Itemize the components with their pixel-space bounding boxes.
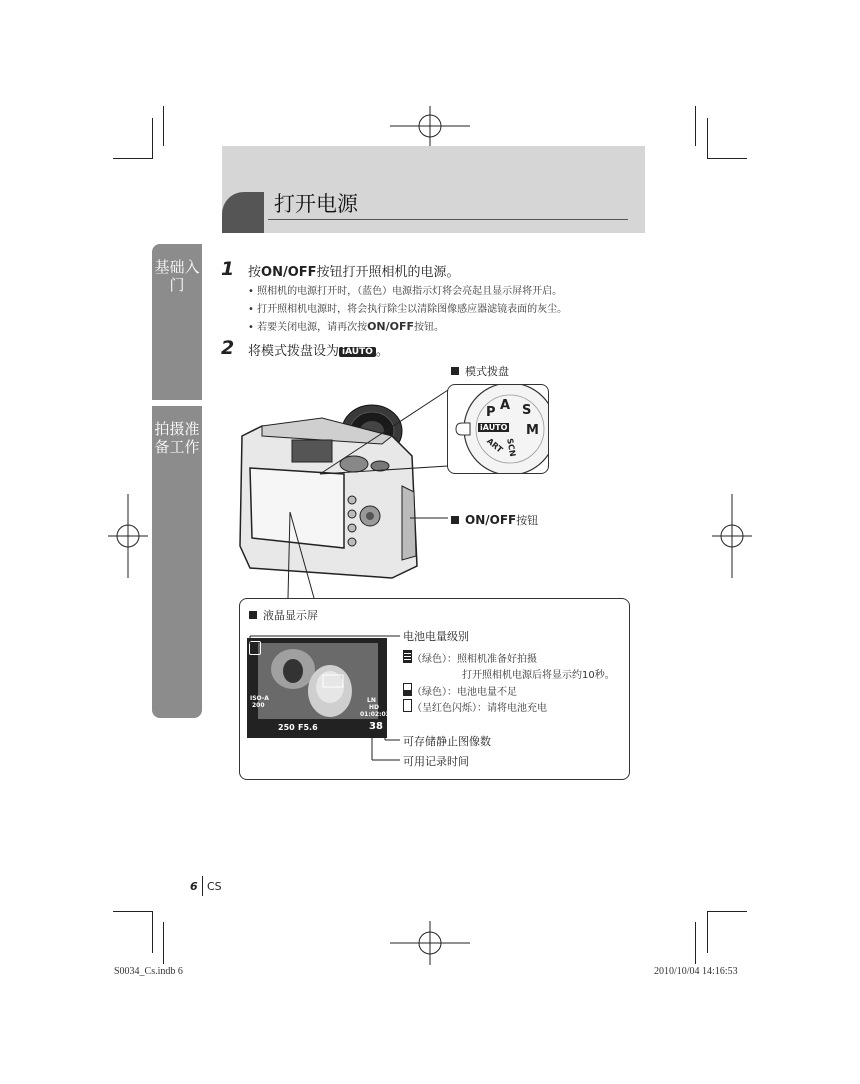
page-number: 6: [190, 880, 198, 893]
crop-mark: [707, 911, 708, 953]
onoff-key-label: ON/OFF: [261, 265, 317, 280]
battery-heading: 电池电量级别: [403, 630, 469, 643]
crop-mark: [163, 922, 164, 964]
footer-divider: [202, 876, 203, 896]
crop-mark: [163, 106, 164, 146]
timestamp: 2010/10/04 14:16:53: [654, 966, 738, 977]
lcd-iso: ISO-A: [250, 695, 269, 702]
title-rule: [268, 219, 628, 220]
battery-item-low: （绿色）：电池电量不足: [403, 683, 517, 698]
crop-mark: [707, 118, 708, 159]
battery-item-empty: （呈红色闪烁）：请将电池充电: [403, 699, 547, 714]
step-1-bullet: • 照相机的电源打开时，（蓝色）电源指示灯将会亮起且显示屏将开启。: [248, 286, 563, 297]
step-number: 2: [221, 337, 235, 359]
dial-label-m: M: [526, 423, 539, 438]
onoff-button-label: ON/OFF按钮: [451, 512, 538, 528]
step-1-bullet: • 若要关闭电源，请再次按ON/OFF按钮。: [248, 320, 445, 333]
battery-item-full-note: 打开照相机电源后将显示约10秒。: [462, 670, 615, 681]
registration-mark-top: [390, 106, 470, 146]
step-1-text: 按ON/OFF按钮打开照相机的电源。: [248, 265, 460, 280]
registration-mark-left: [108, 494, 148, 578]
step-1-bullet: • 打开照相机电源时，将会执行除尘以清除图像感应器滤镜表面的灰尘。: [248, 304, 568, 315]
language-code: CS: [207, 880, 222, 893]
crop-mark: [707, 911, 747, 912]
battery-full-icon: [403, 650, 412, 663]
dial-label-iauto: iAUTO: [480, 423, 508, 432]
dial-label-scn: SCN: [505, 437, 518, 458]
lcd-leader-lines: [240, 630, 410, 770]
lcd-label: 液晶显示屏: [249, 607, 318, 623]
lcd-count: 38: [369, 721, 383, 732]
lcd-aperture: F5.6: [298, 723, 318, 732]
crop-mark: [113, 158, 153, 159]
crop-mark: [695, 922, 696, 964]
step-number: 1: [221, 258, 235, 280]
side-tab-basics: [152, 244, 202, 400]
dial-label-art: ART: [485, 436, 505, 455]
registration-mark-right: [712, 494, 752, 578]
lcd-hd: HD: [369, 704, 380, 711]
shots-remaining-label: 可存储静止图像数: [403, 735, 491, 748]
crop-mark: [152, 911, 153, 953]
battery-low-icon: [403, 683, 412, 696]
side-tab-preparation: [152, 406, 202, 718]
step-2-text: 将模式拨盘设为 iAUTO 。: [248, 344, 389, 359]
header-tab: [222, 192, 264, 233]
dial-label-a: A: [500, 398, 511, 413]
crop-mark: [113, 911, 153, 912]
crop-mark: [707, 158, 747, 159]
callout-lines: [280, 380, 460, 620]
mode-dial-inset: [447, 384, 549, 474]
dial-label-s: S: [522, 403, 532, 418]
battery-empty-icon: [403, 699, 412, 712]
dial-label-p: P: [486, 405, 496, 420]
lcd-time: 01:02:03: [360, 711, 390, 718]
lcd-shutter: 250: [278, 723, 295, 732]
lcd-iso-value: 200: [252, 702, 265, 709]
lcd-quality: LN: [367, 697, 376, 704]
side-tab-label: 拍摄准备工作: [154, 420, 200, 456]
crop-mark: [152, 118, 153, 159]
side-tab-label: 基础入门: [154, 258, 200, 294]
registration-mark-bottom: [390, 921, 470, 965]
battery-item-full: （绿色）：照相机准备好拍摄: [403, 650, 537, 665]
mode-dial-label: 模式拨盘: [451, 363, 509, 379]
crop-mark: [695, 106, 696, 146]
iauto-badge: iAUTO: [339, 347, 376, 357]
file-name: S0034_Cs.indb 6: [114, 966, 183, 977]
recording-time-label: 可用记录时间: [403, 755, 469, 768]
page-title: 打开电源: [274, 192, 358, 216]
